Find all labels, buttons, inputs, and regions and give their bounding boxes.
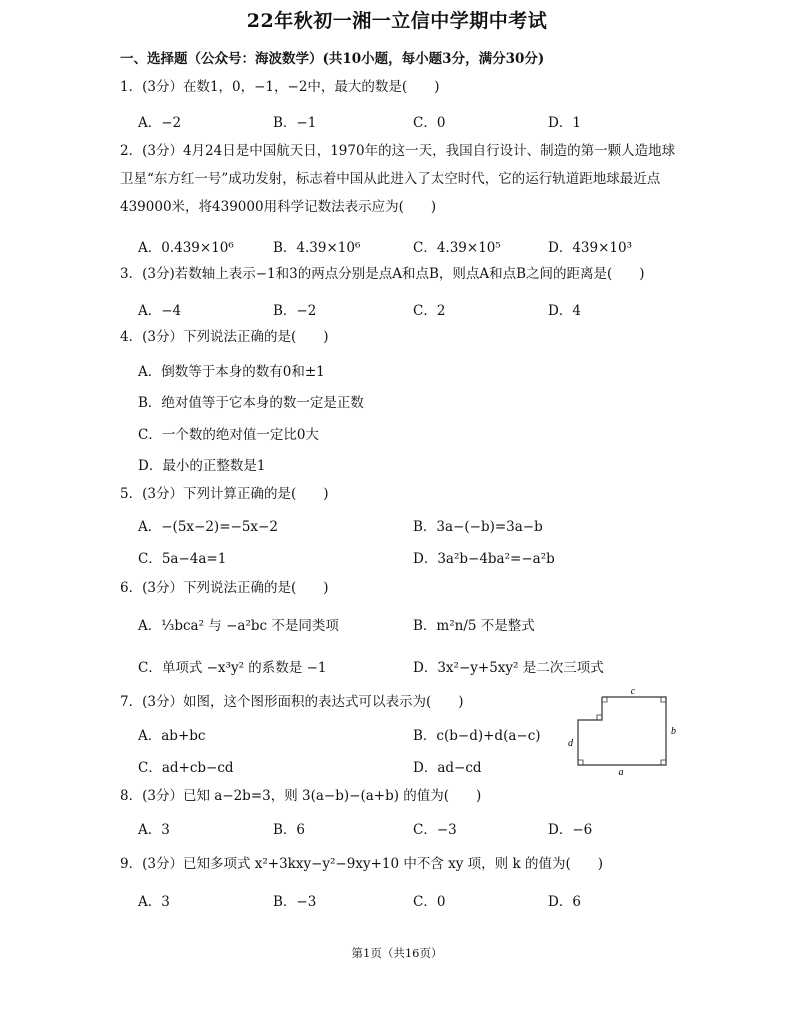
label-b: b (671, 726, 676, 737)
label-c: c (630, 688, 636, 697)
q5-option-d: D．3a²b−4ba²=−a²b (413, 551, 555, 567)
q3-option-c: C．2 (413, 303, 446, 319)
q1-option-c: C．0 (413, 115, 446, 131)
q9-option-c: C．0 (413, 894, 446, 910)
question-7-stem: 7．(3分）如图，这个图形面积的表达式可以表示为( ) (120, 694, 464, 710)
q8-option-c: C．−3 (413, 822, 457, 838)
q8-option-b: B．6 (273, 822, 306, 838)
question-1-stem: 1．(3分）在数1，0，−1，−2中，最大的数是( ) (120, 79, 440, 95)
q6-option-d: D．3x²−y+5xy² 是二次三项式 (413, 660, 604, 676)
q8-option-d: D．−6 (548, 822, 593, 838)
q3-option-a: A．−4 (138, 303, 182, 319)
label-a: a (618, 767, 624, 778)
area-figure (560, 688, 680, 778)
q5-option-b: B．3a−(−b)=3a−b (413, 519, 543, 535)
q4-option-c: C．一个数的绝对值一定比0大 (138, 427, 319, 443)
question-9-stem: 9．(3分）已知多项式 x²+3kxy−y²−9xy+10 中不含 xy 项，则 k 的值为( ) (120, 856, 603, 872)
page-title: 22年秋初一湘一立信中学期中考试 (246, 10, 548, 32)
q6-option-a: A．⅓bca² 与 −a²bc 不是同类项 (138, 618, 339, 634)
q2-option-a: A．0.439×10⁶ (138, 240, 234, 256)
question-5-stem: 5．(3分）下列计算正确的是( ) (120, 486, 329, 502)
q1-option-d: D．1 (548, 115, 581, 131)
q3-option-d: D．4 (548, 303, 581, 319)
q2-option-c: C．4.39×10⁵ (413, 240, 501, 256)
q7-option-d: D．ad−cd (413, 760, 482, 776)
page-footer: 第1页（共16页） (351, 946, 443, 960)
q7-option-b: B．c(b−d)+d(a−c) (413, 728, 541, 744)
q4-option-a: A．倒数等于本身的数有0和±1 (138, 364, 325, 380)
q1-option-b: B．−1 (273, 115, 317, 131)
section-header: 一、选择题（公众号：海波数学）(共10小题，每小题3分，满分30分) (120, 51, 545, 67)
q5-option-a: A．−(5x−2)=−5x−2 (138, 519, 278, 535)
question-8-stem: 8．(3分）已知 a−2b=3，则 3(a−b)−(a+b) 的值为( ) (120, 788, 482, 804)
q7-option-c: C．ad+cb−cd (138, 760, 234, 776)
q2-option-b: B．4.39×10⁶ (273, 240, 361, 256)
q3-option-b: B．−2 (273, 303, 317, 319)
q1-option-a: A．−2 (138, 115, 182, 131)
figure-outline (578, 697, 666, 765)
q9-option-d: D．6 (548, 894, 581, 910)
q2-option-d: D．439×10³ (548, 240, 632, 256)
question-4-stem: 4．(3分）下列说法正确的是( ) (120, 329, 329, 345)
q6-option-b: B．m²n/5 不是整式 (413, 618, 535, 634)
q7-option-a: A．ab+bc (138, 728, 206, 744)
q4-option-d: D．最小的正整数是1 (138, 458, 266, 474)
question-3-stem: 3．(3分)若数轴上表示−1和3的两点分别是点A和点B，则点A和点B之间的距离是( ) (120, 266, 645, 282)
q6-option-c: C．单项式 −x³y² 的系数是 −1 (138, 660, 327, 676)
q5-option-c: C．5a−4a=1 (138, 551, 227, 567)
question-2-stem: 2．(3分）4月24日是中国航天日，1970年的这一天，我国自行设计、制造的第一颗人造地球卫星“东方红一号”成功发射，标志着中国从此进入了太空时代，它的运行轨道距地球最近点439000米，将439000用科学记数法表示应为( ) (120, 143, 676, 215)
q9-option-a: A．3 (138, 894, 170, 910)
q8-option-a: A．3 (138, 822, 170, 838)
label-d: d (568, 738, 573, 749)
q9-option-b: B．−3 (273, 894, 317, 910)
q4-option-b: B．绝对值等于它本身的数一定是正数 (138, 395, 364, 411)
question-6-stem: 6．(3分）下列说法正确的是( ) (120, 580, 329, 596)
